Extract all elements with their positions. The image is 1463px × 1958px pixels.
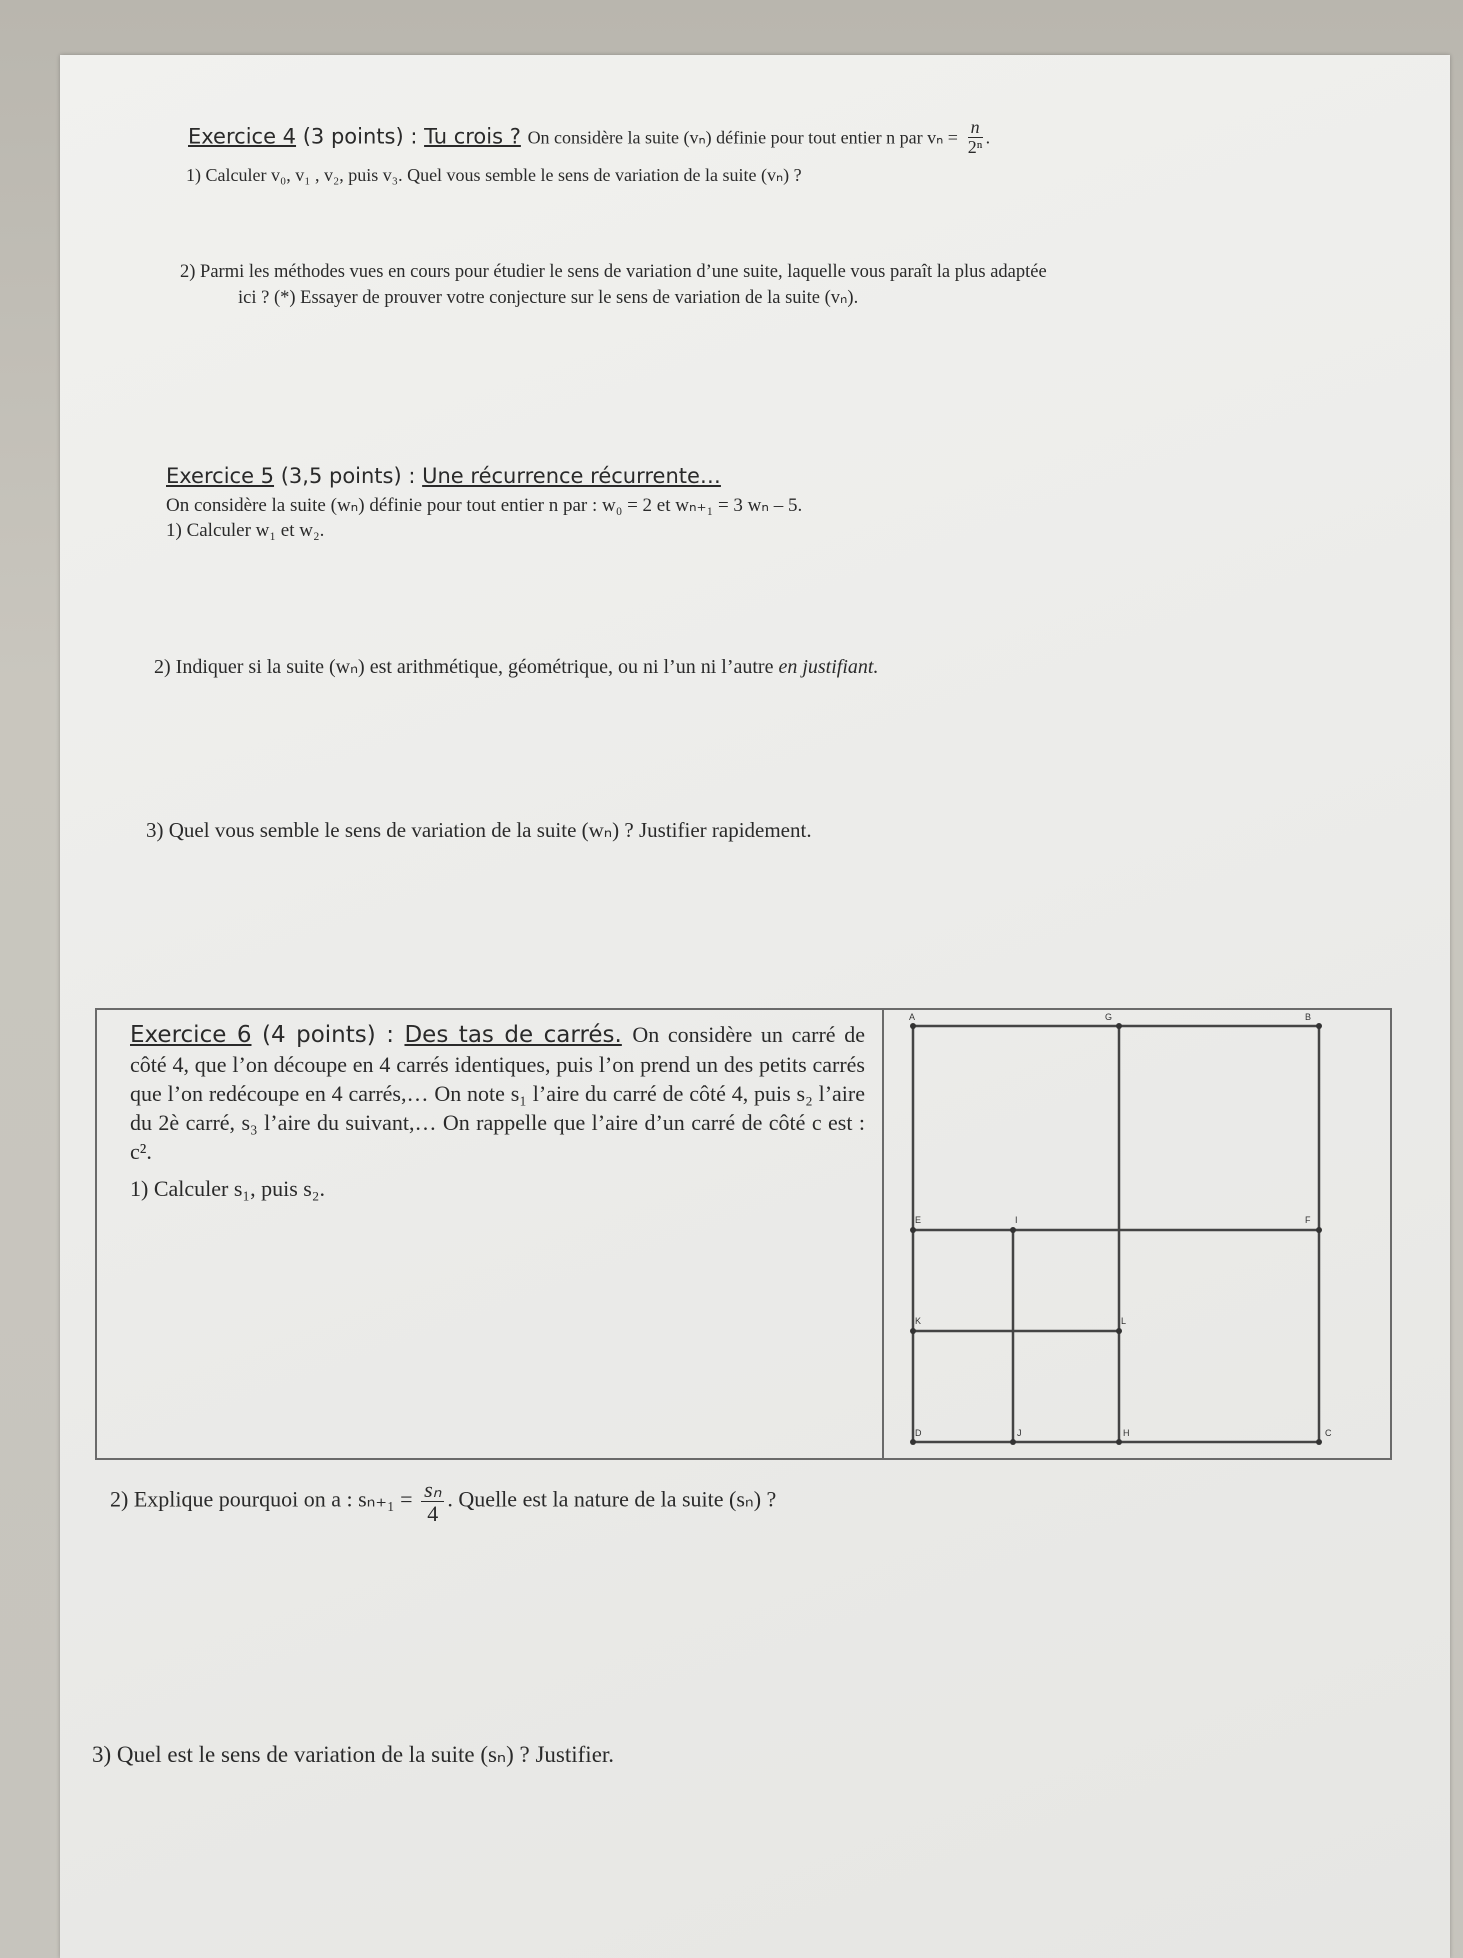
label-c: C bbox=[1325, 1428, 1332, 1438]
ex4-title-row bbox=[188, 118, 990, 157]
label-g: G bbox=[1105, 1012, 1113, 1022]
ex4-formula bbox=[968, 118, 983, 157]
ex6-q2-end: . Quelle est la nature de la suite (sₙ) ? bbox=[447, 1486, 777, 1512]
ex6-text: On considère un carré de côté 4, que l’on découpe en 4 carrés identiques, puis l’on prend un des petits carrés que l’on redécoupe en 4 carrés,… On note s₁ l’aire du carré de côté 4, puis s₂ l’aire du 2è carré, s₃ l’aire du suivant,… On rappelle que l’aire d’un carré de côté c est : c². bbox=[130, 1022, 865, 1164]
point-a bbox=[910, 1023, 916, 1029]
ex5-name: Une récurrence récurrente… bbox=[422, 464, 721, 488]
point-d bbox=[910, 1439, 916, 1445]
label-k: K bbox=[915, 1316, 922, 1326]
ex6-heading: Exercice 6 bbox=[130, 1022, 252, 1048]
squares-figure bbox=[895, 1008, 1335, 1453]
ex4-points: (3 points) : bbox=[302, 124, 418, 149]
label-i: I bbox=[1015, 1215, 1018, 1225]
ex5-q2 bbox=[154, 654, 878, 679]
ex5-intro: On considère la suite (wₙ) définie pour tout entier n par : w₀ = 2 et wₙ₊₁ = 3 wₙ – 5. bbox=[166, 495, 803, 516]
point-j bbox=[1010, 1439, 1016, 1445]
label-l: L bbox=[1121, 1316, 1127, 1326]
point-g bbox=[1116, 1023, 1122, 1029]
ex6-title-row bbox=[130, 1022, 632, 1048]
point-f bbox=[1316, 1227, 1322, 1233]
ex6-q1: 1) Calculer s₁, puis s₂. bbox=[130, 1176, 325, 1201]
ex6-q2-start: 2) Explique pourquoi on a : sₙ₊₁ = bbox=[110, 1486, 413, 1512]
point-e bbox=[910, 1227, 916, 1233]
label-h: H bbox=[1123, 1428, 1130, 1438]
ex5-q3: 3) Quel vous semble le sens de variation de la suite (wₙ) ? Justifier rapidement. bbox=[146, 818, 812, 842]
ex6-name: Des tas de carrés. bbox=[404, 1022, 622, 1048]
point-l bbox=[1116, 1328, 1122, 1334]
ex6-q2-den: 4 bbox=[427, 1501, 439, 1527]
ex6-q2 bbox=[110, 1478, 776, 1525]
label-b: B bbox=[1305, 1012, 1312, 1022]
ex5-q1: 1) Calculer w₁ et w₂. bbox=[166, 520, 325, 541]
ex4-formula-num: n bbox=[968, 118, 983, 138]
ex4-heading: Exercice 4 bbox=[188, 124, 297, 149]
ex6-text-block bbox=[130, 1020, 865, 1203]
ex5-title-row bbox=[166, 464, 721, 488]
ex4-q1: 1) Calculer v₀, v₁ , v₂, puis v₃. Quel vous semble le sens de variation de la suite (vₙ) ? bbox=[186, 165, 802, 185]
point-i bbox=[1010, 1227, 1016, 1233]
ex4-q2-line2: ici ? (*) Essayer de prouver votre conjecture sur le sens de variation de la suite (vₙ). bbox=[238, 288, 859, 308]
ex4-name: Tu crois ? bbox=[424, 124, 521, 149]
ex5-points: (3,5 points) : bbox=[280, 464, 416, 488]
ex6-q3: 3) Quel est le sens de variation de la suite (sₙ) ? Justifier. bbox=[92, 1742, 615, 1767]
label-e: E bbox=[915, 1215, 922, 1225]
ex6-q2-num: sₙ bbox=[421, 1478, 444, 1502]
point-h bbox=[1116, 1439, 1122, 1445]
point-c bbox=[1316, 1439, 1322, 1445]
ex4-formula-end: . bbox=[985, 127, 991, 148]
label-a: A bbox=[909, 1012, 916, 1022]
label-d: D bbox=[915, 1428, 922, 1438]
ex5-heading: Exercice 5 bbox=[166, 464, 275, 488]
label-f: F bbox=[1305, 1215, 1311, 1225]
ex5-q2-emph: en justifiant. bbox=[778, 656, 879, 678]
paper-sheet bbox=[60, 55, 1450, 1958]
square-abcd bbox=[913, 1026, 1319, 1442]
ex4-formula-den: 2ⁿ bbox=[967, 136, 983, 157]
ex6-frame-divider bbox=[882, 1008, 884, 1460]
ex4-intro: On considère la suite (vₙ) définie pour tout entier n par vₙ = bbox=[527, 127, 958, 148]
label-j: J bbox=[1017, 1428, 1022, 1438]
point-k bbox=[910, 1328, 916, 1334]
ex5-q2-main: 2) Indiquer si la suite (wₙ) est arithmétique, géométrique, ou ni l’un ni l’autre bbox=[154, 656, 774, 678]
point-b bbox=[1316, 1023, 1322, 1029]
ex6-points: (4 points) : bbox=[262, 1022, 394, 1048]
ex4-q2-line1: 2) Parmi les méthodes vues en cours pour étudier le sens de variation d’une suite, laquelle vous paraît la plus adaptée bbox=[180, 262, 1047, 282]
ex6-q2-fraction bbox=[421, 1478, 444, 1525]
